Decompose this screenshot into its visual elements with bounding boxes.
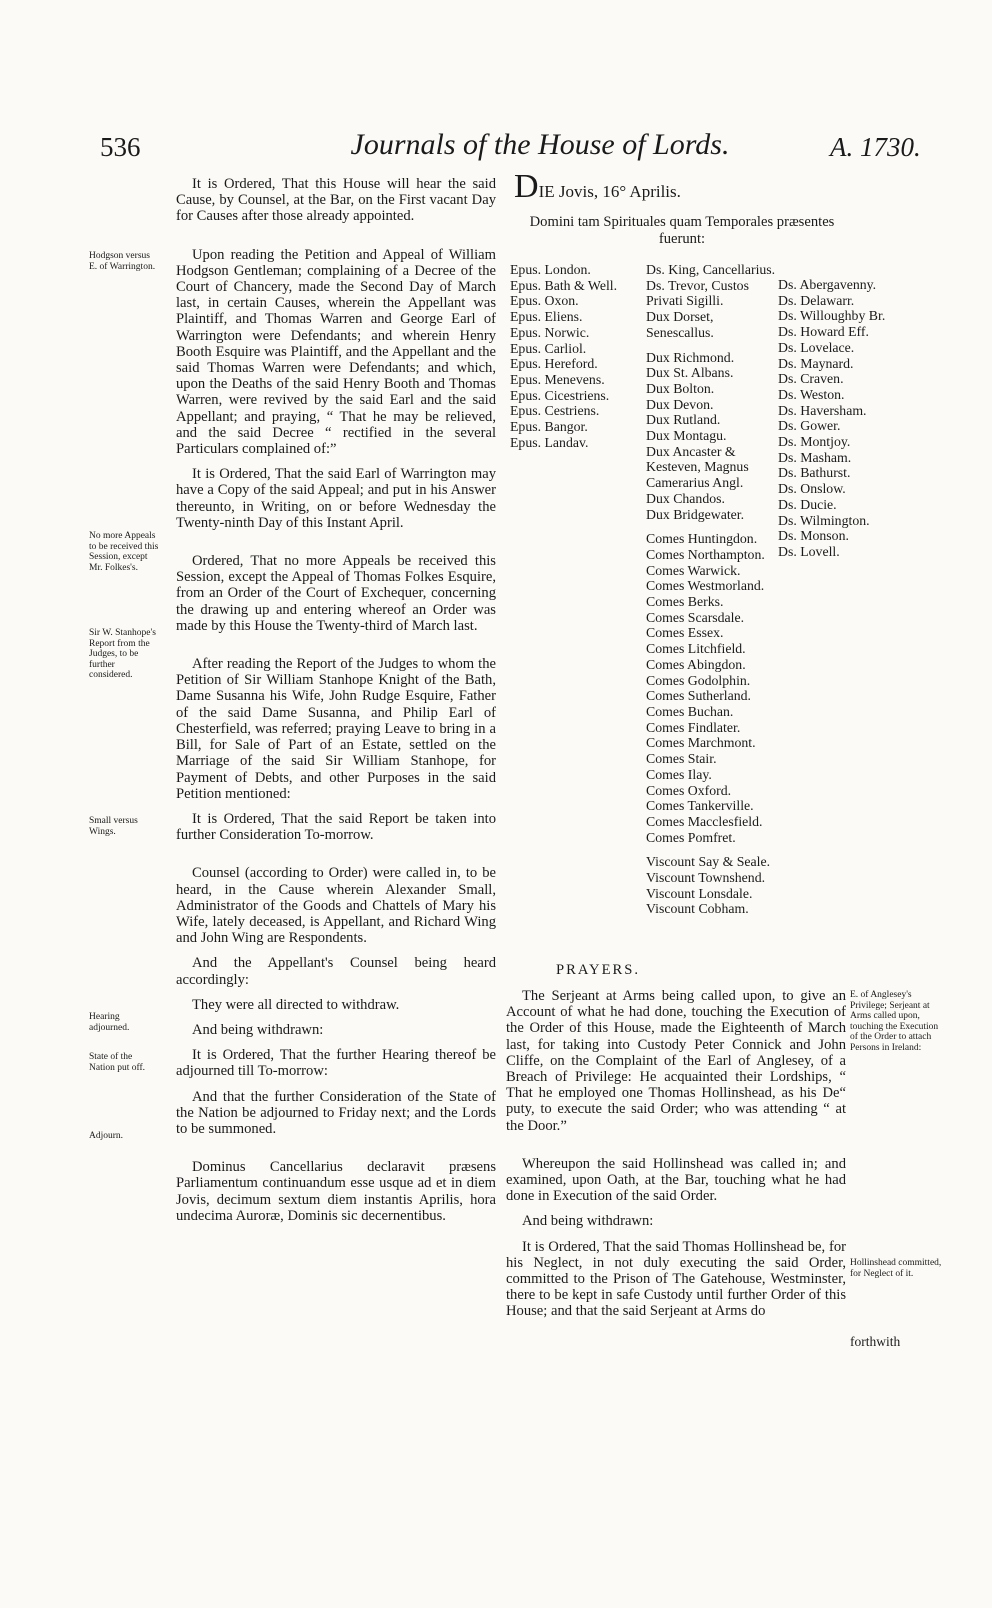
die-heading-text: IE Jovis, 16° Aprilis. — [538, 182, 681, 201]
list-item: Epus. Eliens. — [510, 309, 583, 325]
paragraph: Counsel (according to Order) were called in, to be heard, in the Cause wherein Alexander Small, Administrator of the Goods and Chattels of Mary his Wife, lately deceased, is Appellant, and Richard Wing and John Wing are Respondents. — [176, 865, 496, 947]
list-item: Epus. Cestriens. — [510, 403, 600, 419]
list-item: Comes Litchfield. — [646, 641, 746, 657]
list-item: Dux Montagu. — [646, 428, 727, 444]
list-item: Ds. Montjoy. — [778, 434, 851, 450]
list-item: Ds. Bathurst. — [778, 465, 851, 481]
list-item: Comes Findlater. — [646, 719, 741, 735]
list-item: Comes Berks. — [646, 594, 724, 610]
list-item: Comes Oxford. — [646, 782, 732, 798]
list-item: Comes Stair. — [646, 751, 717, 767]
paragraph: And the Appellant's Counsel being heard accordingly: — [176, 955, 496, 988]
list-item: Ds. Gower. — [778, 418, 841, 434]
list-item: Ds. Lovelace. — [778, 339, 855, 355]
bishops-list — [510, 262, 640, 450]
list-item: Ds. Howard Eff. — [778, 324, 869, 340]
list-item: Ds. Monson. — [778, 528, 849, 544]
list-item: Dux Ancaster & Kesteven, Magnus Camerarius Angl. — [646, 443, 749, 491]
paragraph: It is Ordered, That the said Thomas Hollinshead be, for his Neglect, in not duly executing the said Order, committed to the Prison of The Gatehouse, Westminster, there to be kept in safe Custody until further Order of this House; and that the said Serjeant at Arms do — [506, 1238, 846, 1320]
list-item: Ds. Wilmington. — [778, 512, 870, 528]
list-item: Dux Devon. — [646, 396, 714, 412]
paragraph: And being withdrawn: — [522, 1213, 654, 1230]
barons-list — [778, 277, 908, 560]
list-item: Ds. Craven. — [778, 371, 844, 387]
paragraph: And being withdrawn: — [192, 1021, 324, 1038]
margin-note-stanhope: Sir W. Stanhope's Report from the Judges, to be further considered. — [89, 628, 156, 680]
list-item: Comes Essex. — [646, 625, 724, 641]
list-item: Comes Buchan. — [646, 703, 734, 719]
list-item: Viscount Cobham. — [646, 901, 749, 917]
list-item: Comes Sutherland. — [646, 688, 751, 704]
die-heading — [514, 168, 681, 205]
list-item: Ds. Abergavenny. — [778, 277, 877, 292]
drop-capital: D — [514, 168, 539, 205]
paragraph: They were all directed to withdraw. — [192, 996, 400, 1013]
paragraph: It is Ordered, That the said Report be taken into further Consideration To-morrow. — [176, 810, 496, 844]
list-item: Dux Bolton. — [646, 380, 715, 396]
list-item: Epus. Menevens. — [510, 371, 605, 387]
margin-note-small-wings: Small versus Wings. — [89, 816, 138, 837]
list-item: Ds. Onslow. — [778, 481, 846, 497]
margin-note-hodgson: Hodgson versus E. of Warrington. — [89, 251, 156, 272]
list-item: Dux Chandos. — [646, 490, 725, 506]
margin-note-state-of-nation: State of the Nation put off. — [89, 1052, 146, 1073]
list-item: Viscount Townshend. — [646, 870, 766, 886]
list-item: Epus. Hereford. — [510, 356, 598, 372]
paragraph: Dominus Cancellarius declaravit præsens Parliamentum continuandum esse usque ad et in diem Jovis, decimum sextum diem instantis Aprilis, hora undecima Auroræ, Dominis sic decernentibus. — [176, 1159, 496, 1224]
list-item: Epus. Norwic. — [510, 324, 590, 340]
list-item: Comes Marchmont. — [646, 735, 756, 751]
list-item: Ds. Haversham. — [778, 402, 867, 418]
list-item: Dux St. Albans. — [646, 365, 734, 381]
list-item: Ds. Masham. — [778, 449, 852, 465]
officers-dukes-earls-list — [646, 262, 776, 917]
paragraph: The Serjeant at Arms being called upon, to give an Account of what he had done, touching the Execution of the Order of this House, made the Eighteenth of March last, for taking into Custody Peter Connick and John Cliffe, on the Complaint of the Earl of Anglesey, of a Breach of Privilege: He acquainted their Lordships, “ That he employed one Thomas Hollinshead, as his De“ puty, to execute the said Order; who was attending “ at the Door.” — [506, 988, 846, 1134]
list-item: Ds. Maynard. — [778, 355, 854, 371]
list-item: Viscount Lonsdale. — [646, 885, 753, 901]
paragraph: It is Ordered, That this House will hear the said Cause, by Counsel, at the Bar, on the First vacant Day for Causes after those already appointed. — [176, 176, 496, 225]
margin-note-no-more-appeals: No more Appeals to be received this Session, except Mr. Folkes's. — [89, 531, 159, 573]
list-item: Comes Godolphin. — [646, 672, 751, 688]
paragraph: It is Ordered, That the further Hearing thereof be adjourned till To-morrow: — [176, 1047, 496, 1080]
list-item: Comes Pomfret. — [646, 829, 736, 845]
margin-note-hearing-adjourned: Hearing adjourned. — [89, 1012, 130, 1033]
list-item: Dux Richmond. — [646, 349, 735, 365]
running-title: Journals of the House of Lords. — [350, 128, 730, 161]
left-column — [176, 176, 496, 1233]
paragraph: Upon reading the Petition and Appeal of William Hodgson Gentleman; complaining of a Decree of the Court of Chancery, made the Second Day of March last, in certain Causes, wherein the Appellant was Plaintiff, and Thomas Warren and George Earl of Warrington were Defendants; and wherein Henry Booth Esquire was Plaintiff, and the Appellant and the said Thomas Warren were Defendants; and which, upon the Deaths of the said Henry Booth and Thomas Warren, were revived by the said Earl and the said Appellant; and praying, “ That he may be relieved, and the said Decree “ rectified in the several Particulars complained of:” — [176, 246, 496, 458]
list-item: Dux Rutland. — [646, 412, 721, 428]
list-item: Comes Westmorland. — [646, 578, 765, 594]
list-item: Comes Macclesfield. — [646, 813, 763, 829]
paragraph: After reading the Report of the Judges to whom the Petition of Sir William Stanhope Knight of the Bath, Dame Susanna his Wife, John Rudge Esquire, Father of the said Dame Susanna, and Philip Earl of Chesterfield, was referred; praying Leave to bring in a Bill, for Sale of Part of an Estate, settled on the Marriage of the said Sir William Stanhope, for Payment of Debts, and other Purposes in the said Petition mentioned: — [176, 656, 496, 802]
list-item: Epus. Oxon. — [510, 293, 579, 309]
prayers-heading: PRAYERS. — [556, 962, 641, 978]
margin-note-adjourn: Adjourn. — [89, 1131, 124, 1141]
page-number: 536 — [100, 132, 141, 162]
list-item: Ds. Lovell. — [778, 543, 840, 559]
page-year: A. 1730. — [830, 132, 921, 162]
list-item: Ds. King, Cancellarius. — [646, 262, 776, 277]
paragraph: And that the further Consideration of the State of the Nation be adjourned to Friday next; and the Lords to be summoned. — [176, 1088, 496, 1137]
paragraph: Whereupon the said Hollinshead was called in; and examined, upon Oath, at the Bar, touching what he had done in Execution of the said Order. — [506, 1155, 846, 1205]
list-item: Ds. Ducie. — [778, 496, 837, 512]
margin-note-hollinshead: Hollinshead committed, for Neglect of it. — [850, 1258, 942, 1279]
list-item: Epus. Landav. — [510, 434, 589, 450]
list-item: Comes Tankerville. — [646, 798, 754, 814]
list-item: Epus. Bath & Well. — [510, 277, 618, 293]
right-column-body — [506, 988, 846, 1329]
list-item: Comes Scarsdale. — [646, 609, 745, 625]
list-item: Epus. Carliol. — [510, 340, 587, 356]
list-item: Ds. Weston. — [778, 386, 845, 402]
list-item: Dux Bridgewater. — [646, 506, 745, 522]
paragraph: Ordered, That no more Appeals be received this Session, except the Appeal of Thomas Folkes Esquire, from an Order of the Court of Exchequer, concerning the drawing up and entering whereof an Order was made by this House the Twenty-third of March last. — [176, 553, 496, 634]
list-item: Viscount Say & Seale. — [646, 854, 771, 870]
list-item: Dux Dorset, Senescallus. — [646, 309, 714, 340]
list-item: Epus. London. — [510, 262, 591, 277]
present-heading: Domini tam Spirituales quam Temporales præsentes fuerunt: — [529, 214, 835, 247]
list-item: Epus. Bangor. — [510, 419, 588, 435]
list-item: Comes Ilay. — [646, 766, 712, 782]
list-item: Ds. Delawarr. — [778, 292, 855, 308]
list-item: Comes Huntingdon. — [646, 531, 758, 547]
list-item: Comes Northampton. — [646, 546, 765, 562]
list-item: Comes Warwick. — [646, 562, 741, 578]
catchword: forthwith — [850, 1334, 901, 1349]
margin-note-anglesey: E. of Anglesey's Privilege; Serjeant at Arms called upon, touching the Execution of the Order to attach Persons in Ireland: — [850, 990, 939, 1053]
list-item: Epus. Cicestriens. — [510, 387, 610, 403]
list-item: Ds. Willoughby Br. — [778, 308, 886, 324]
paragraph: It is Ordered, That the said Earl of Warrington may have a Copy of the said Appeal; and put in his Answer thereunto, in Writing, on or before Wednesday the Twenty-ninth Day of this Instant April. — [176, 466, 496, 531]
list-item: Ds. Trevor, Custos Privati Sigilli. — [646, 277, 749, 309]
list-item: Comes Abingdon. — [646, 656, 746, 672]
